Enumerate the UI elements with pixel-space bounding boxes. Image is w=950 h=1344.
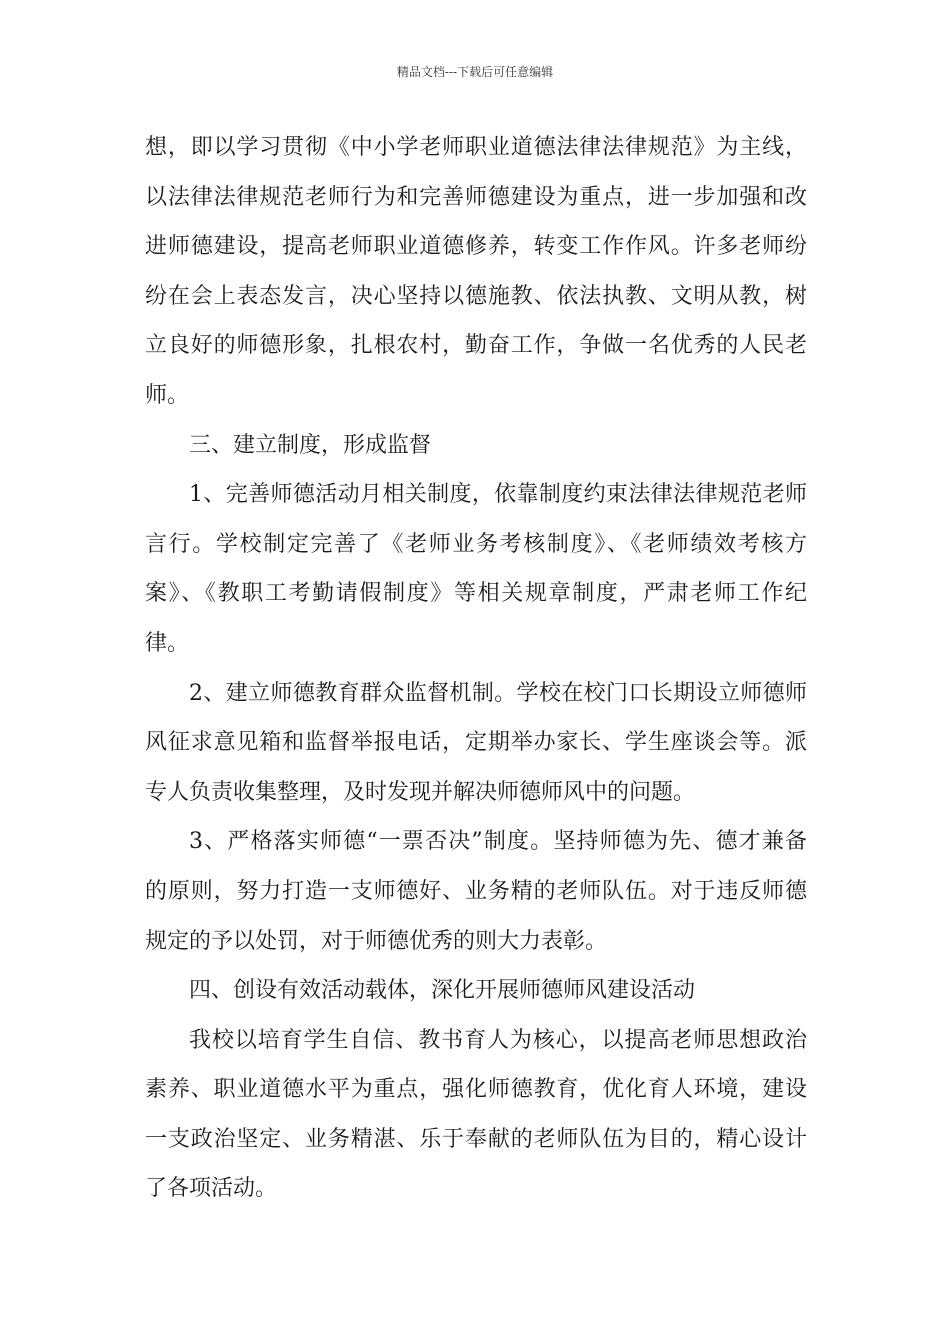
text-line: 纷在会上表态发言，决心坚持以德施教、依法执教、文明从教，树 — [145, 283, 807, 309]
text-line: 案》、《教职工考勤请假制度》等相关规章制度，严肃老师工作纪 — [145, 581, 807, 607]
text-line: 2、建立师德教育群众监督机制。学校在校门口长期设立师德师 — [189, 680, 807, 706]
text-line: 想，即以学习贯彻《中小学老师职业道德法律法律规范》为主线， — [145, 135, 807, 160]
text-line: 素养、职业道德水平为重点，强化师德教育，优化育人环境，建设 — [145, 1077, 807, 1103]
text-line: 3、严格落实师德“一票否决”制度。坚持师德为先、德才兼备 — [189, 829, 807, 855]
text-line: 专人负责收集整理，及时发现并解决师德师风中的问题。 — [145, 779, 696, 805]
text-line: 三、建立制度，形成监督 — [189, 432, 432, 458]
text-line: 规定的予以处罚，对于师德优秀的则大力表彰。 — [145, 928, 608, 954]
text-line: 以法律法律规范老师行为和完善师德建设为重点，进一步加强和改 — [145, 184, 807, 210]
text-line: 1、完善师德活动月相关制度，依靠制度约束法律法律规范老师 — [189, 482, 807, 508]
text-line: 了各项活动。 — [145, 1176, 278, 1202]
text-line: 我校以培育学生自信、教书育人为核心，以提高老师思想政治 — [189, 1027, 807, 1053]
text-line: 的原则，努力打造一支师德好、业务精的老师队伍。对于违反师德 — [145, 878, 807, 904]
text-line: 律。 — [145, 630, 190, 656]
text-line: 一支政治坚定、业务精湛、乐于奉献的老师队伍为目的，精心设计 — [145, 1126, 807, 1152]
document-body — [145, 128, 807, 1219]
text-line: 立良好的师德形象，扎根农村，勤奋工作，争做一名优秀的人民老 — [145, 333, 807, 359]
page-header: 精品文档---下载后可任意编辑 — [396, 65, 554, 79]
text-line: 四、创设有效活动载体，深化开展师德师风建设活动 — [189, 978, 696, 1004]
text-line: 言行。学校制定完善了《老师业务考核制度》、《老师绩效考核方 — [145, 531, 807, 557]
text-line: 进师德建设，提高老师职业道德修养，转变工作作风。许多老师纷 — [145, 234, 807, 260]
text-line: 师。 — [145, 382, 190, 408]
text-line: 风征求意见箱和监督举报电话，定期举办家长、学生座谈会等。派 — [145, 730, 807, 756]
